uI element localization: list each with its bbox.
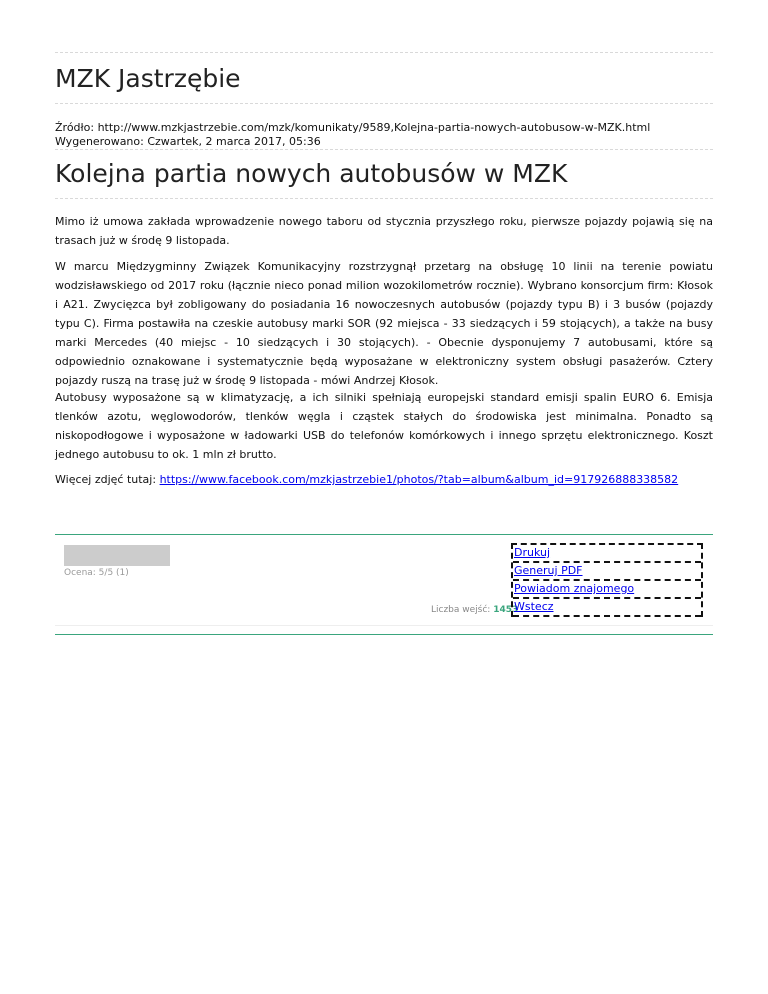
notify-friend-link[interactable]: Powiadom znajomego <box>514 582 635 595</box>
action-item <box>513 581 701 599</box>
visits-label: Liczba wejść: <box>431 605 494 615</box>
more-photos-link[interactable]: https://www.facebook.com/mzkjastrzebie1/photos/?tab=album&album_id=917926888338582 <box>159 473 679 486</box>
action-item <box>513 563 701 581</box>
generate-pdf-link[interactable]: Generuj PDF <box>514 564 583 577</box>
article-actions <box>511 543 703 617</box>
source-url: Źródło: http://www.mzkjastrzebie.com/mzk/komunikaty/9589,Kolejna-partia-nowych-autobusow-w-MZK.html <box>55 121 651 134</box>
article-title: Kolejna partia nowych autobusów w MZK <box>55 159 568 188</box>
article-paragraph: Mimo iż umowa zakłada wprowadzenie nowego taboru od stycznia przyszłego roku, pierwsze pojazdy pojawią się na trasach już w środę 9 listopada. <box>55 215 713 247</box>
rating-widget[interactable] <box>64 545 170 566</box>
divider <box>55 103 713 104</box>
footer-divider <box>55 625 713 626</box>
divider <box>55 149 713 150</box>
visits-count: 1453 <box>493 605 519 615</box>
visit-counter <box>431 604 518 616</box>
site-title: MZK Jastrzębie <box>55 64 241 93</box>
footer-rule <box>55 634 713 635</box>
article-paragraph: Autobusy wyposażone są w klimatyzację, a ich silniki spełniają europejski standard emisji spalin EURO 6. Emisja tlenków azotu, węglowodorów, tlenków węgla i cząstek stałych do środowiska jest minimalna. Ponadto są niskopodłogowe i wyposażone w ładowarki USB do telefonów komórkowych i innego sprzętu elektronicznego. Koszt jednego autobusu to ok. 1 mln zł brutto. <box>55 391 713 461</box>
article-paragraph: W marcu Międzygminny Związek Komunikacyjny rozstrzygnął przetarg na obsługę 10 linii na terenie powiatu wodzisławskiego od 2017 roku (łącznie nieco ponad milion wozokilometrów rocznie). Wybrano konsorcjum firm: Kłosok i A21. Zwycięzca był zobligowany do posiadania 16 nowoczesnych autobusów (pojazdy typu B) i 3 busów (pojazdy typu C). Firma postawiła na czeskie autobusy marki SOR (92 miejsca - 33 siedzących i 59 stojących), a także na busy marki Mercedes (40 miejsc - 10 siedzących i 30 stojących). - Obecnie dysponujemy 7 autobusami, które są odpowiednio oznakowane i systematycznie będą wyposażane w elektroniczny system obsługi pasażerów. Cztery pojazdy ruszą na trasę już w środę 9 listopada - mówi Andrzej Kłosok. <box>55 260 713 387</box>
footer-rule <box>55 534 713 535</box>
divider <box>55 198 713 199</box>
more-photos-label: Więcej zdjęć tutaj: <box>55 473 160 486</box>
back-link[interactable]: Wstecz <box>514 600 554 613</box>
divider <box>55 52 713 53</box>
print-link[interactable]: Drukuj <box>514 546 551 559</box>
rating-text: Ocena: 5/5 (1) <box>64 568 129 578</box>
more-photos-paragraph <box>55 470 713 489</box>
generated-date: Wygenerowano: Czwartek, 2 marca 2017, 05:36 <box>55 135 321 148</box>
action-item <box>513 545 701 563</box>
action-item <box>513 599 701 617</box>
